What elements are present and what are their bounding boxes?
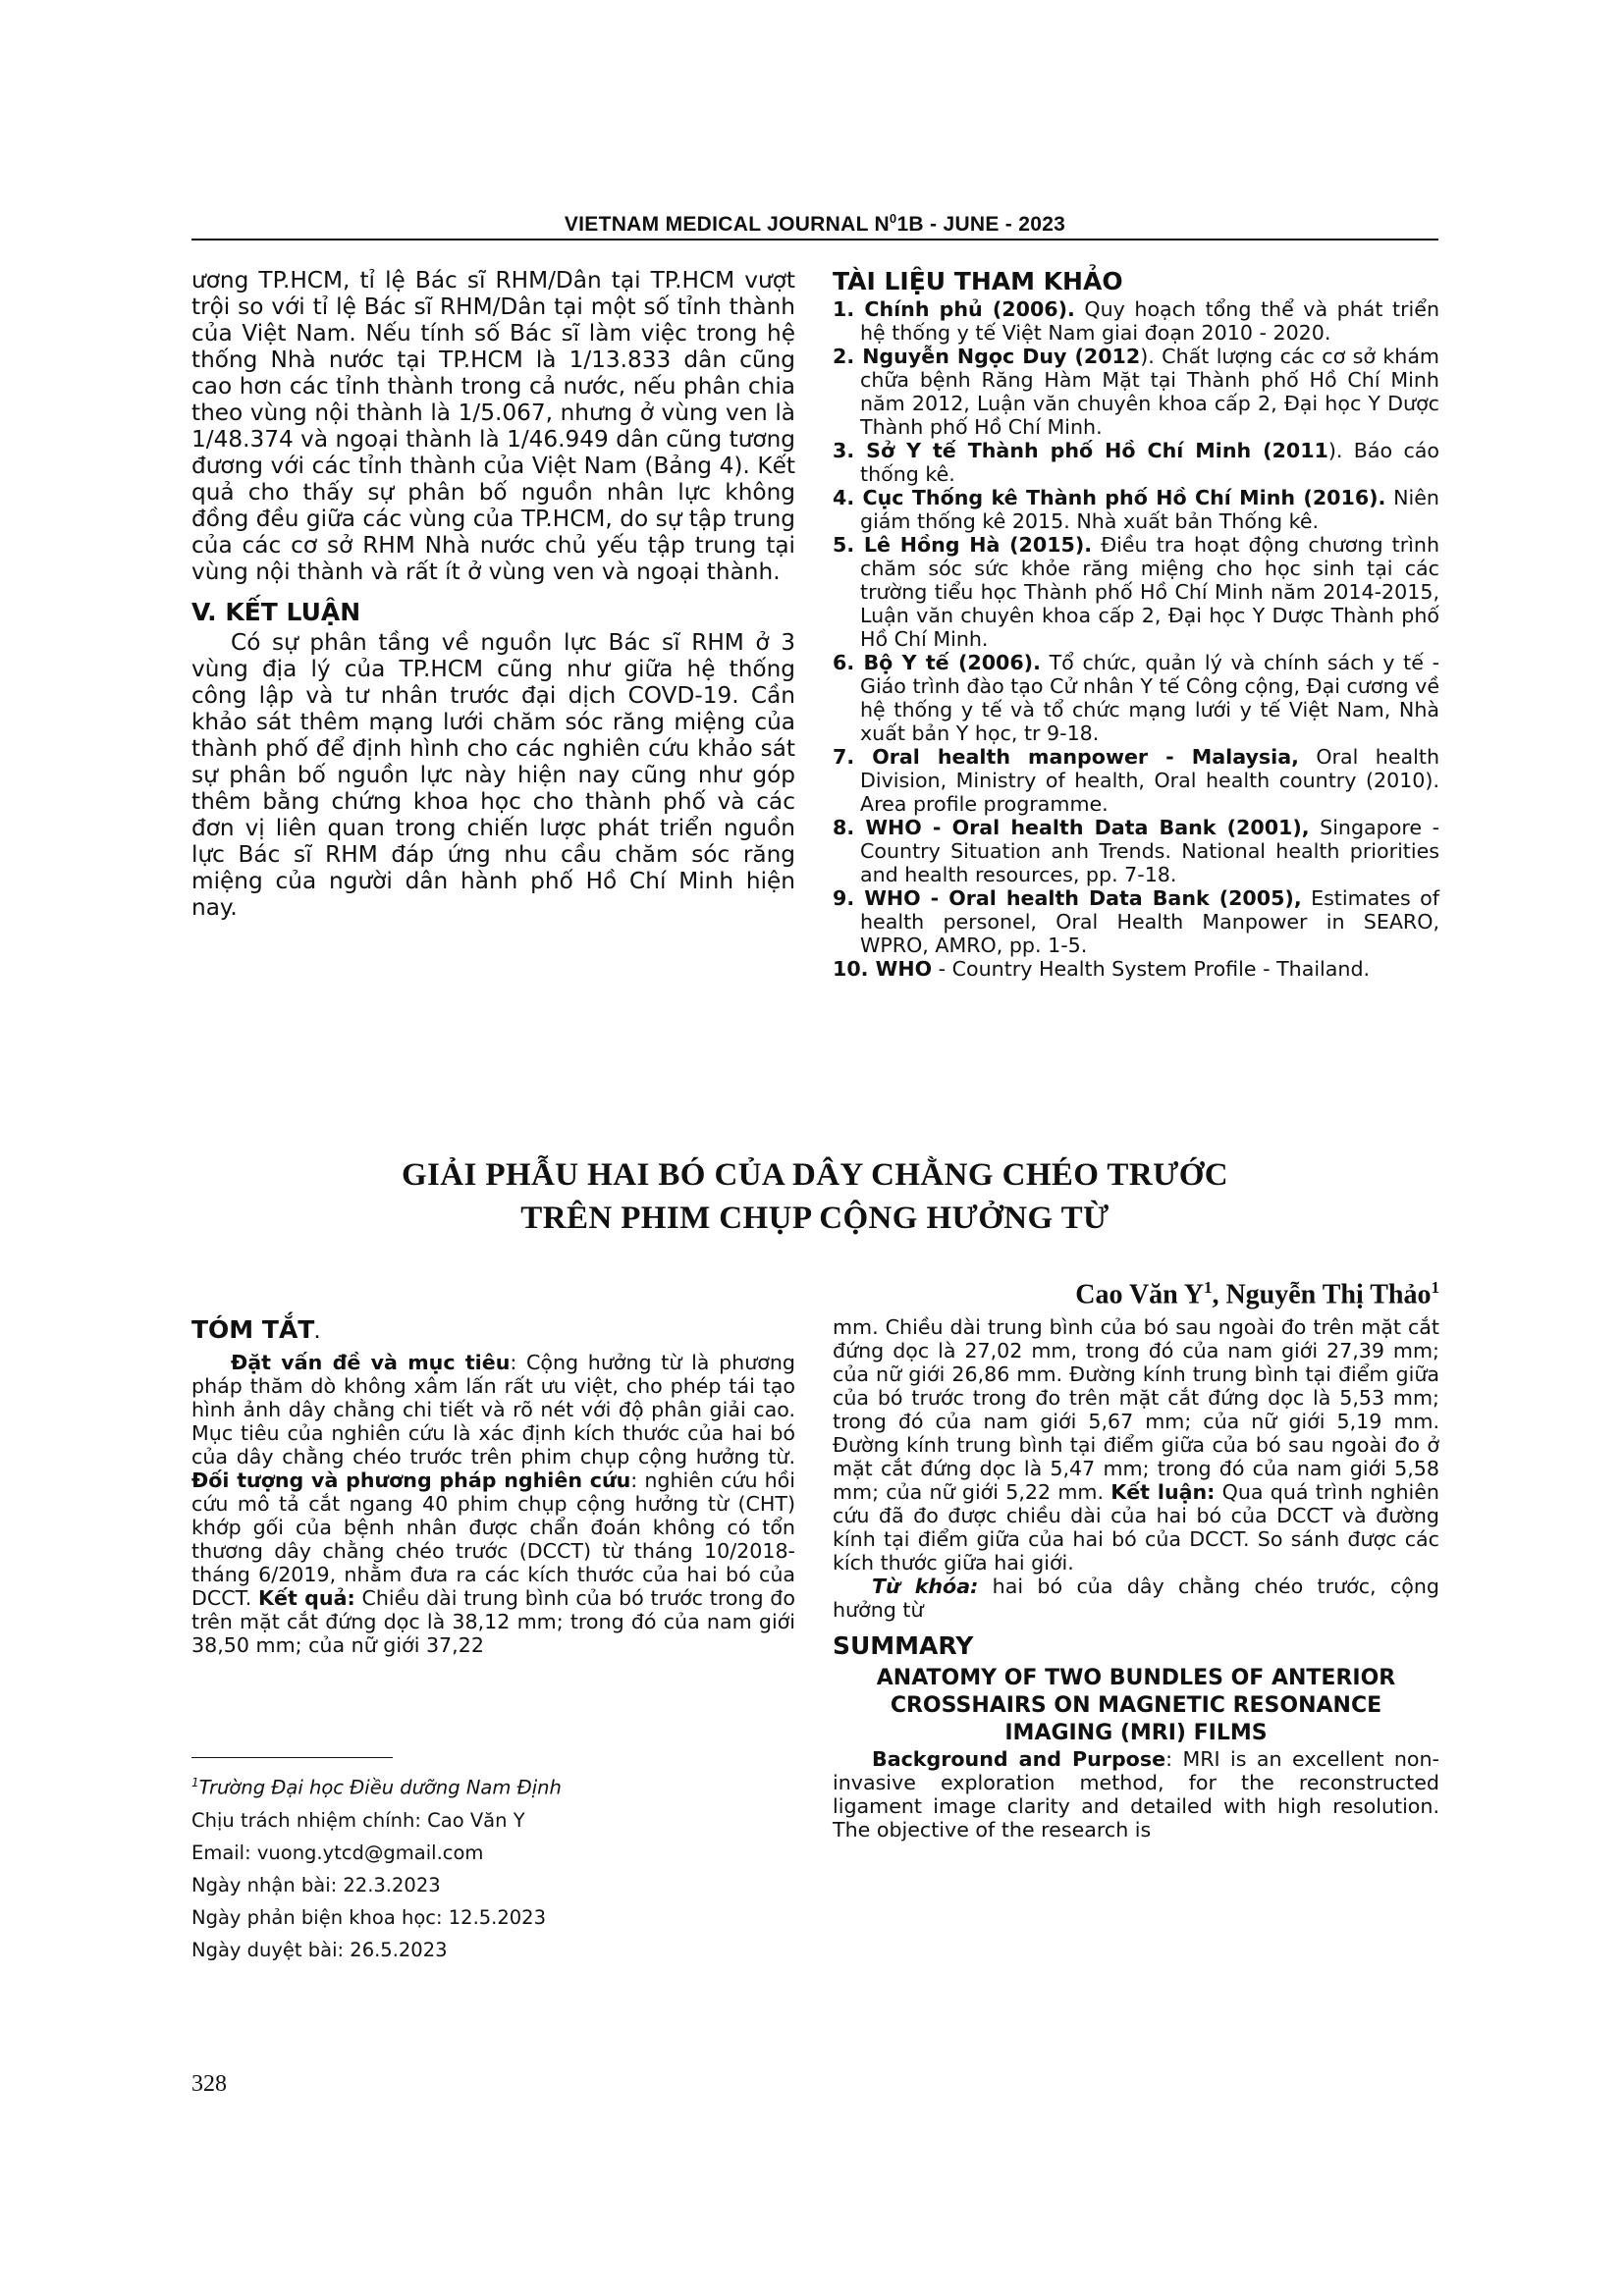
author-name: Cao Văn Y	[1075, 1279, 1204, 1310]
abstract-vi-left	[191, 1315, 795, 1657]
previous-article-left-column	[191, 267, 795, 921]
footnote	[191, 1767, 795, 1966]
footnote-reviewed: Ngày phản biện khoa học: 12.5.2023	[191, 1905, 546, 1929]
abstract-text-continued: mm. Chiều dài trung bình của bó sau ngoài đo trên mặt cắt đứng dọc là 27,02 mm, trong đó của nam giới 27,39 mm; của nữ giới 26,86 mm. Đường kính trung bình tại điểm giữa của bó trước trong đo trên mặt cắt đứng dọc là 5,53 mm; trong đó của nam giới 5,67 mm; của nữ giới 5,19 mm. Đường kính trung bình tại điểm giữa của bó sau ngoài đo ở mặt cắt đứng dọc là 5,47 mm; trong đó của nam giới 5,58 mm; của nữ giới 5,22 mm. Kết luận: Qua quá trình nghiên cứu đã đo được chiều dài của hai bó của DCCT và đường kính tại điểm giữa của hai bó của DCCT. So sánh được các kích thước giữa hai giới.	[833, 1315, 1439, 1575]
footnote-affiliation: $^1$Trường Đại học Điều dưỡng Nam Định	[191, 1776, 562, 1799]
reference-item: 8. WHO - Oral health Data Bank (2001), Singapore - Country Situation anh Trends. National health priorities and health resources, pp. 7-18.	[833, 816, 1439, 886]
reference-item: 1. Chính phủ (2006). Quy hoạch tổng thể và phát triển hệ thống y tế Việt Nam giai đoạn 2010 - 2020.	[833, 297, 1439, 345]
footnote-responsible: Chịu trách nhiệm chính: Cao Văn Y	[191, 1808, 525, 1832]
article-title-line2: TRÊN PHIM CHỤP CỘNG HƯỞNG TỪ	[520, 1201, 1110, 1236]
footnote-received: Ngày nhận bài: 22.3.2023	[191, 1873, 441, 1896]
footnote-accepted: Ngày duyệt bài: 26.5.2023	[191, 1938, 448, 1961]
reference-item: 5. Lê Hồng Hà (2015). Điều tra hoạt động chương trình chăm sóc sức khỏe răng miệng cho học sinh tại các trường tiểu học Thành phố Hồ Chí Minh năm 2014-2015, Luận văn chuyên khoa cấp 2, Đại học Y Dược Thành phố Hồ Chí Minh.	[833, 533, 1440, 651]
article-title-line1: GIẢI PHẪU HAI BÓ CỦA DÂY CHẰNG CHÉO TRƯỚC	[401, 1157, 1229, 1193]
article-title	[191, 1153, 1438, 1240]
header-sup: 0	[889, 211, 897, 226]
keywords: Từ khóa: hai bó của dây chằng chéo trước, cộng hưởng từ	[833, 1575, 1439, 1622]
footnote-email: Email: vuong.ytcd@gmail.com	[191, 1841, 484, 1864]
reference-item: 6. Bộ Y tế (2006). Tổ chức, quản lý và chính sách y tế - Giáo trình đào tạo Cử nhân Y tế Công cộng, Đại cương về hệ thống y tế và tổ chức mạng lưới y tế Việt Nam, Nhà xuất bản Y học, tr 9-18.	[833, 651, 1439, 745]
reference-item: 9. WHO - Oral health Data Bank (2005), Estimates of health personel, Oral Health Manpower in SEARO, WPRO, AMRO, pp. 1-5.	[833, 886, 1440, 957]
summary-heading: SUMMARY	[833, 1631, 974, 1660]
page-number: 328	[191, 2071, 227, 2097]
header-suffix: 1B - JUNE - 2023	[896, 213, 1066, 236]
reference-item: 7. Oral health manpower - Malaysia, Oral health Division, Ministry of health, Oral health country (2010). Area profile programme.	[833, 745, 1439, 816]
article-authors: Cao Văn $Y^1$, Nguyễn Thị Thảo$^1$	[1075, 1278, 1439, 1310]
references-heading: TÀI LIỆU THAM KHẢO	[833, 267, 1123, 295]
conclusion-text: Có sự phân tầng về nguồn lực Bác sĩ RHM ở 3 vùng địa lý của TP.HCM cũng như giữa hệ thống công lập và tư nhân trước đại dịch COVD-19. Cần khảo sát thêm mạng lưới chăm sóc răng miệng của thành phố để định hình cho các nghiên cứu khảo sát sự phân bố nguồn lực này hiện nay cũng như góp thêm bằng chứng khoa học cho thành phố và các đơn vị liên quan trong chiến lược phát triển nguồn lực Bác sĩ RHM đáp ứng nhu cầu chăm sóc răng miệng của người dân hành phố Hồ Chí Minh hiện nay.	[191, 629, 795, 921]
summary-text: Background and Purpose: MRI is an excellent non-invasive exploration method, for the reconstructed ligament image clarity and detailed with high resolution. The objective of the research is	[833, 1747, 1439, 1842]
summary-title: ANATOMY OF TWO BUNDLES OF ANTERIOR CROSSHAIRS ON MAGNETIC RESONANCE IMAGING (MRI) FILMS	[876, 1666, 1396, 1745]
reference-item: 2. Nguyễn Ngọc Duy (2012). Chất lượng các cơ sở khám chữa bệnh Răng Hàm Mặt tại Thành phố Hồ Chí Minh năm 2012, Luận văn chuyên khoa cấp 2, Đại học Y Dược Thành phố Hồ Chí Minh.	[833, 345, 1439, 439]
reference-item: 4. Cục Thống kê Thành phố Hồ Chí Minh (2016). Niên giám thống kê 2015. Nhà xuất bản Thống kê.	[833, 486, 1439, 533]
abstract-text: Đặt vấn đề và mục tiêu: Cộng hưởng từ là phương pháp thăm dò không xâm lấn rất ưu việt, cho phép tái tạo hình ảnh dây chằng chi tiết và rõ nét với độ phân giải cao. Mục tiêu của nghiên cứu là xác định kích thước của hai bó của dây chằng chéo trước trên phim chụp cộng hưởng từ. Đối tượng và phương pháp nghiên cứu: nghiên cứu hồi cứu mô tả cắt ngang 40 phim chụp cộng hưởng từ (CHT) khớp gối của bệnh nhân được chẩn đoán không có tổn thương dây chằng chéo trước (DCCT) từ tháng 10/2018-tháng 6/2019, nhằm đưa ra các kích thước của hai bó của DCCT. Kết quả: Chiều dài trung bình của bó trước trong đo trên mặt cắt đứng dọc là 38,12 mm; trong đó của nam giới 38,50 mm; của nữ giới 37,22	[191, 1351, 795, 1657]
continuation-paragraph: ương TP.HCM, tỉ lệ Bác sĩ RHM/Dân tại TP.HCM vượt trội so với tỉ lệ Bác sĩ RHM/Dân tại một số tỉnh thành của Việt Nam. Nếu tính số Bác sĩ làm việc trong hệ thống Nhà nước tại TP.HCM là 1/13.833 dân cũng cao hơn các tỉnh thành trong cả nước, nếu phân chia theo vùng nội thành là 1/5.067, nhưng ở vùng ven là 1/48.374 và ngoại thành là 1/46.949 dân cũng tương đương với các tỉnh thành của Việt Nam (Bảng 4). Kết quả cho thấy sự phân bố nguồn nhân lực không đồng đều giữa các vùng của TP.HCM, do sự tập trung của các cơ sở RHM Nhà nước chủ yếu tập trung tại vùng nội thành và rất ít ở vùng ven và ngoại thành.	[191, 267, 795, 585]
running-header	[191, 211, 1438, 237]
conclusion-heading: V. KẾT LUẬN	[191, 598, 361, 626]
header-rule	[191, 239, 1438, 240]
abstract-heading: TÓM TẮT.	[191, 1315, 320, 1344]
abstract-vi-right	[833, 1315, 1439, 1842]
reference-item: 3. Sở Y tế Thành phố Hồ Chí Minh (2011). Báo cáo thống kê.	[833, 439, 1440, 486]
footnote-rule	[191, 1757, 393, 1758]
author-name: Nguyễn Thị Thảo	[1225, 1279, 1432, 1310]
references-section	[833, 267, 1439, 981]
header-prefix: VIETNAM MEDICAL JOURNAL N	[564, 213, 890, 236]
reference-item: 10. WHO - Country Health System Profile - Thailand.	[833, 957, 1371, 981]
